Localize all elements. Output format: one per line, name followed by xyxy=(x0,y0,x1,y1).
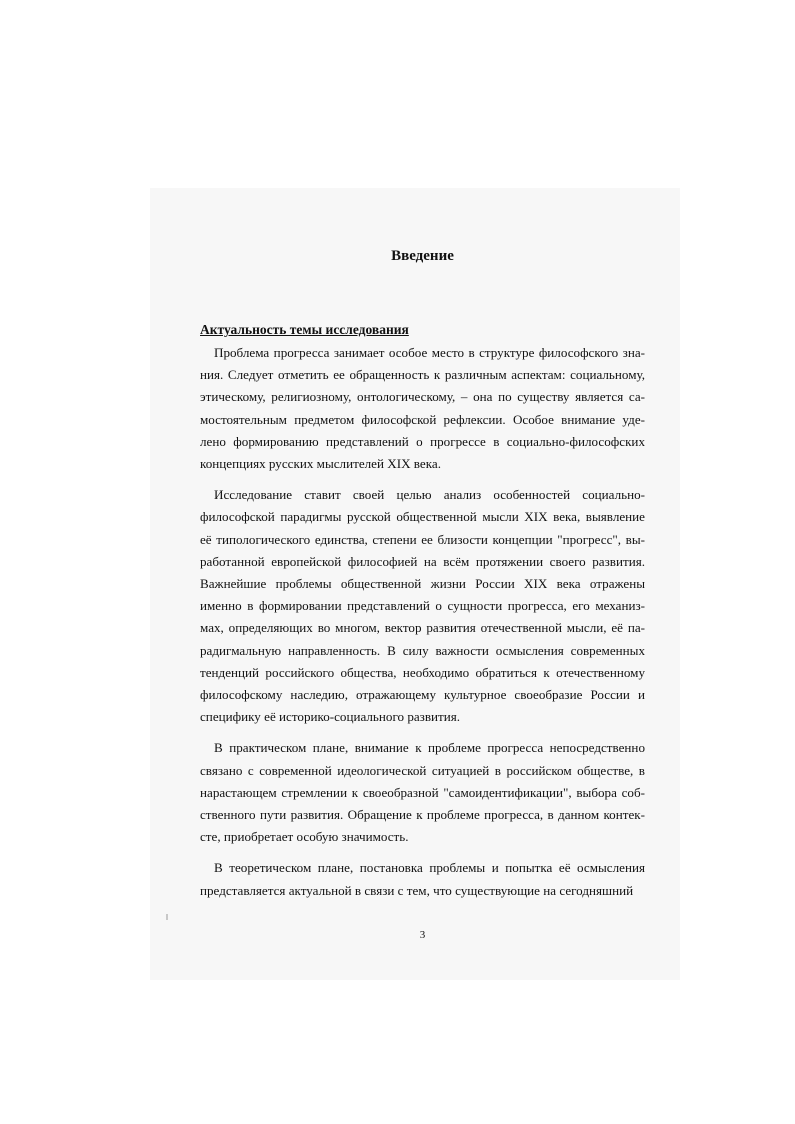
text-line: нарастающем стремлении к своеобразной "самоидентификации", выбора соб- xyxy=(200,784,645,800)
paragraph xyxy=(200,857,645,901)
text-line: В практическом плане, внимание к проблеме прогресса непосредственно xyxy=(214,740,645,756)
text-line: её типологического единства, степени ее близости концепции "прогресс", вы- xyxy=(200,531,645,547)
paragraph xyxy=(200,342,645,475)
text-line: радигмальную направленность. В силу важности осмысления современных xyxy=(200,642,645,658)
paragraph-gap xyxy=(200,728,645,737)
text-line: концепциях русских мыслителей XIX века. xyxy=(200,456,441,472)
text-line: тенденций российского общества, необходимо обратиться к отечественному xyxy=(200,664,645,680)
text-line: философскому наследию, отражающему культурное своеобразие России и xyxy=(200,687,645,703)
text-line: представляется актуальной в связи с тем, что существующие на сегодняшний xyxy=(200,882,634,898)
text-line: именно в формировании представлений о сущности прогресса, его механиз- xyxy=(200,598,645,614)
page-number: 3 xyxy=(419,929,426,941)
body-text xyxy=(200,342,645,902)
paragraph-gap xyxy=(200,848,645,857)
text-line: В теоретическом плане, постановка проблемы и попытка её осмысления xyxy=(214,860,645,876)
paragraph xyxy=(200,737,645,848)
text-line: мостоятельным предметом философской рефлексии. Особое внимание уде- xyxy=(200,411,645,427)
text-line: связано с современной идеологической ситуацией в российском обществе, в xyxy=(200,762,645,778)
section-heading: Актуальность темы исследования xyxy=(200,322,409,337)
text-line: Важнейшие проблемы общественной жизни России XIX века отражены xyxy=(200,576,645,592)
paragraph xyxy=(200,484,645,728)
page-title: Введение xyxy=(391,248,454,264)
text-line: ния. Следует отметить ее обращенность к различным аспектам: социальному, xyxy=(200,367,645,383)
text-line: Исследование ставит своей целью анализ особенностей социально- xyxy=(214,487,645,503)
text-line: философской парадигмы русской общественной мысли XIX века, выявление xyxy=(200,509,645,525)
scan-artifact-mark xyxy=(166,914,168,920)
text-line: работанной европейской философией на всём протяжении своего развития. xyxy=(200,553,645,569)
text-line: мах, определяющих во многом, вектор развития отечественной мысли, её па- xyxy=(200,620,645,636)
text-line: ственного пути развития. Обращение к проблеме прогресса, в данном контек- xyxy=(200,807,645,823)
text-line: Проблема прогресса занимает особое место в структуре философского зна- xyxy=(214,345,645,360)
text-line: специфику её историко-социального развития. xyxy=(200,709,461,725)
text-line: лено формированию представлений о прогрессе в социально-философских xyxy=(200,433,645,449)
text-line: этическому, религиозному, онтологическому, – она по существу является са- xyxy=(200,389,645,405)
text-line: сте, приобретает особую значимость. xyxy=(200,829,409,845)
paragraph-gap xyxy=(200,475,645,484)
